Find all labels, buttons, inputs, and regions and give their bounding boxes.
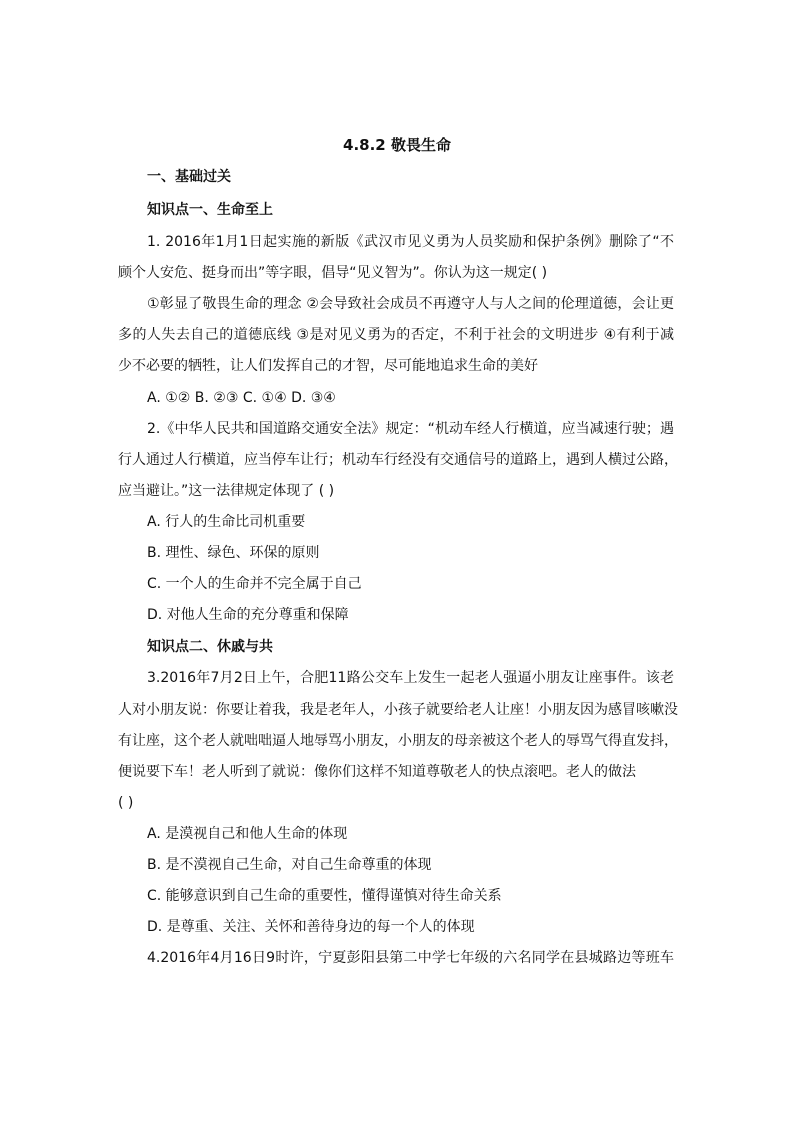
q1-line-4: 多的人失去自己的道德底线 ③是对见义勇为的否定，不利于社会的文明进步 ④有利于减 [118,327,674,343]
q1-line-5: 少不必要的牺牲，让人们发挥自己的才智，尽可能地追求生命的美好 [118,358,538,374]
q2-line-1: 2.《中华人民共和国道路交通安全法》规定：“机动车经人行横道，应当减速行驶；遇 [147,421,674,437]
knowledge-point-heading-2: 知识点二、休戚与共 [147,639,273,655]
q3-option-a: A. 是漠视自己和他人生命的体现 [147,826,348,842]
section-heading: 一、基础过关 [147,169,231,185]
q3-line-4: 便说要下车！老人听到了就说：像你们这样不知道尊敬老人的快点滚吧。老人的做法 [118,764,636,780]
q2-option-a: A. 行人的生命比司机重要 [147,514,306,530]
q2-option-c: C. 一个人的生命并不完全属于自己 [147,576,362,592]
q3-option-b: B. 是不漠视自己生命，对自己生命尊重的体现 [147,857,432,873]
q3-option-d: D. 是尊重、关注、关怀和善待身边的每一个人的体现 [147,919,475,935]
page-title: 4.8.2 敬畏生命 [343,136,451,154]
q2-line-3: 应当避让。”这一法律规定体现了 ( ) [118,483,335,499]
q1-options: A. ①② B. ②③ C. ①④ D. ③④ [147,390,336,406]
q4-line-1: 4.2016年4月16日9时许，宁夏彭阳县第二中学七年级的六名同学在县城路边等班车 [147,950,674,966]
q1-line-1: 1. 2016年1月1日起实施的新版《武汉市见义勇为人员奖励和保护条例》删除了“不 [147,234,674,250]
q3-line-1: 3.2016年7月2日上午，合肥11路公交车上发生一起老人强逼小朋友让座事件。该老 [147,670,674,686]
knowledge-point-heading-1: 知识点一、生命至上 [147,202,273,218]
q1-line-3: ①彰显了敬畏生命的理念 ②会导致社会成员不再遵守人与人之间的伦理道德，会让更 [147,296,674,312]
q3-line-3: 有让座，这个老人就咄咄逼人地辱骂小朋友，小朋友的母亲被这个老人的辱骂气得直发抖， [118,733,678,749]
q3-option-c: C. 能够意识到自己生命的重要性，懂得谨慎对待生命关系 [147,888,502,904]
q2-option-d: D. 对他人生命的充分尊重和保障 [147,607,349,623]
q3-line-5: ( ) [118,795,134,811]
q1-line-2: 顾个人安危、挺身而出”等字眼，倡导“见义智为”。你认为这一规定( ) [118,265,548,281]
q3-line-2: 人对小朋友说：你要让着我，我是老年人，小孩子就要给老人让座！小朋友因为感冒咳嗽没 [118,702,678,718]
q2-line-2: 行人通过人行横道，应当停车让行；机动车行经没有交通信号的道路上，遇到人横过公路， [118,452,678,468]
q2-option-b: B. 理性、绿色、环保的原则 [147,545,320,561]
